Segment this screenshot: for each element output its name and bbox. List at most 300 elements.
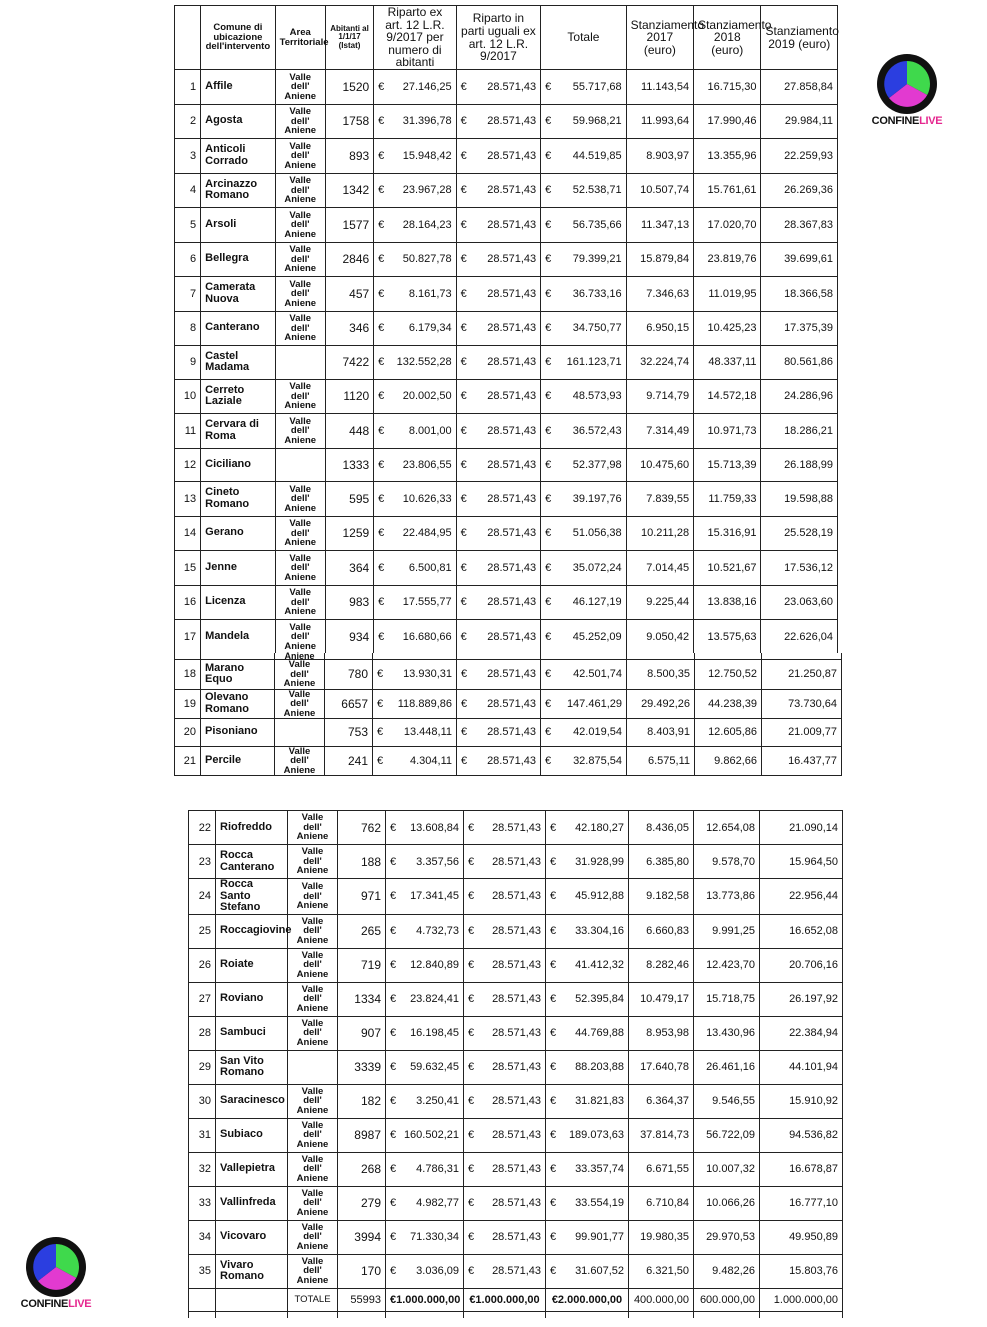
row-number: 30 <box>189 1084 216 1118</box>
stanziamento-2017: 9.225,44 <box>626 585 693 620</box>
riparto-abitanti-value: 23.824,41 <box>410 993 459 1006</box>
table-row <box>175 448 838 482</box>
riparto-uguali-value: 28.571,43 <box>487 184 537 197</box>
riparto-abitanti-value: 4.732,73 <box>416 925 459 938</box>
logo-wordmark <box>16 1298 96 1310</box>
euro-symbol: € <box>545 390 552 403</box>
cut-cell <box>760 1311 843 1318</box>
riparto-uguali <box>456 516 541 551</box>
area-territoriale: Valle dell' Aniene <box>275 620 325 655</box>
riparto-abitanti <box>374 585 456 620</box>
riparto-abitanti-value: 13.930,31 <box>403 668 452 681</box>
euro-symbol: € <box>460 80 467 93</box>
row-number: 19 <box>175 689 201 719</box>
riparto-uguali-value: 28.571,43 <box>487 356 537 369</box>
totale <box>541 660 627 690</box>
stanziamento-2019: 22.956,44 <box>760 879 843 915</box>
table-row <box>189 1084 843 1118</box>
euro-symbol: € <box>468 1265 475 1278</box>
abitanti-value: 3339 <box>338 1050 386 1084</box>
euro-symbol: € <box>545 726 552 739</box>
stanziamento-2017: 37.814,73 <box>629 1118 694 1152</box>
euro-symbol: € <box>390 1061 397 1074</box>
stanziamento-2019: 26.197,92 <box>760 982 843 1016</box>
euro-symbol: € <box>378 390 385 403</box>
comune-name: Marano Equo <box>201 660 275 690</box>
riparto-abitanti <box>373 660 457 690</box>
area-territoriale: Valle dell' Aniene <box>288 1152 338 1186</box>
riparto-uguali-value: 28.571,43 <box>487 492 537 505</box>
totale-value: 48.573,93 <box>572 390 622 403</box>
totale-value: 44.769,88 <box>575 1027 624 1040</box>
table-row <box>189 914 843 948</box>
euro-symbol: € <box>550 1095 557 1108</box>
riparto-uguali-value: 28.571,43 <box>492 1163 541 1176</box>
riparto-uguali <box>456 585 541 620</box>
totals-riparto_ug: €1.000.000,00 <box>464 1288 546 1311</box>
table-row <box>175 104 838 139</box>
stanziamento-2019: 16.437,77 <box>762 746 842 776</box>
header-number <box>175 6 201 70</box>
totale-value: 33.357,74 <box>575 1163 624 1176</box>
euro-symbol: € <box>468 1163 475 1176</box>
riparto-abitanti-value: 50.827,78 <box>402 253 452 266</box>
totale-value: 52.395,84 <box>575 993 624 1006</box>
logo-text-live: LIVE <box>68 1298 92 1310</box>
totale-value: 88.203,88 <box>575 1061 624 1074</box>
totale <box>546 845 629 879</box>
euro-symbol: € <box>550 1027 557 1040</box>
area-territoriale: Valle dell' Aniene <box>275 70 325 105</box>
euro-symbol: € <box>545 697 552 710</box>
stanziamento-2017: 32.224,74 <box>626 346 693 380</box>
euro-symbol: € <box>545 561 552 574</box>
stanziamento-2017: 29.492,26 <box>627 689 695 719</box>
riparto-uguali <box>457 660 541 690</box>
stanziamento-2017: 8.953,98 <box>629 1016 694 1050</box>
stanziamento-2019: 25.528,19 <box>761 516 838 551</box>
totale <box>546 914 629 948</box>
stanziamento-2019: 21.009,77 <box>762 719 842 747</box>
stanziamento-2018: 16.715,30 <box>694 70 761 105</box>
euro-symbol: € <box>468 959 475 972</box>
totale-value: 189.073,63 <box>568 1129 624 1142</box>
table-header-row <box>175 6 838 70</box>
stanziamento-2018: 10.425,23 <box>694 311 761 346</box>
euro-symbol: € <box>378 80 385 93</box>
stanziamento-2017: 8.436,05 <box>629 811 694 845</box>
riparto-uguali <box>456 139 541 174</box>
row-number: 33 <box>189 1186 216 1220</box>
euro-symbol: € <box>545 630 552 643</box>
euro-symbol: € <box>468 925 475 938</box>
euro-symbol: € <box>460 492 467 505</box>
riparto-uguali <box>464 914 546 948</box>
stanziamento-2019: 21.090,14 <box>760 811 843 845</box>
comune-name: Cineto Romano <box>201 482 275 517</box>
comune-name: Roviano <box>216 982 288 1016</box>
table-row <box>189 1118 843 1152</box>
riparto-abitanti <box>386 1016 464 1050</box>
row-number: 7 <box>175 277 201 312</box>
comune-name: Vivaro Romano <box>216 1254 288 1288</box>
stanziamento-2019: 20.706,16 <box>760 948 843 982</box>
stanziamento-2019: 16.652,08 <box>760 914 843 948</box>
euro-symbol: € <box>550 1163 557 1176</box>
riparto-abitanti-value: 8.161,73 <box>408 287 452 300</box>
riparto-uguali-value: 28.571,43 <box>487 596 537 609</box>
row-number: 9 <box>175 346 201 380</box>
stanziamento-2018: 13.430,96 <box>694 1016 760 1050</box>
euro-symbol: € <box>461 754 468 767</box>
riparto-uguali-value: 28.571,43 <box>487 253 537 266</box>
totale <box>541 346 627 380</box>
area-territoriale: Valle dell' Aniene <box>288 879 338 915</box>
area-territoriale: Valle dell' Aniene <box>275 277 325 312</box>
totale-value: 161.123,71 <box>566 356 622 369</box>
euro-symbol: € <box>550 925 557 938</box>
riparto-uguali <box>456 173 541 208</box>
totals-abitanti: 55993 <box>338 1288 386 1311</box>
area-territoriale: Valle dell' Aniene <box>288 1220 338 1254</box>
table-row <box>175 516 838 551</box>
row-number: 15 <box>175 551 201 586</box>
riparto-uguali <box>457 746 541 776</box>
riparto-abitanti-value: 4.304,11 <box>409 754 452 767</box>
euro-symbol: € <box>468 1197 475 1210</box>
row-number: 28 <box>189 1016 216 1050</box>
comune-name: Agosta <box>201 104 275 139</box>
riparto-abitanti <box>374 448 456 482</box>
area-territoriale: Valle dell' Aniene <box>288 1186 338 1220</box>
comune-name: Percile <box>201 746 275 776</box>
table-row <box>189 1016 843 1050</box>
euro-symbol: € <box>545 596 552 609</box>
totale-value: 46.127,19 <box>572 596 622 609</box>
row-number: 10 <box>175 379 201 414</box>
area-territoriale: Valle dell' Aniene <box>288 1084 338 1118</box>
euro-symbol: € <box>468 993 475 1006</box>
riparto-abitanti-value: 3.036,09 <box>416 1265 459 1278</box>
totale <box>546 1186 629 1220</box>
stanziamento-2017: 6.950,15 <box>626 311 693 346</box>
riparto-abitanti-value: 59.632,45 <box>410 1061 459 1074</box>
totals-label: TOTALE <box>288 1288 338 1311</box>
riparto-abitanti <box>373 746 457 776</box>
comune-name: Anticoli Corrado <box>201 139 275 174</box>
stanziamento-2017: 9.050,42 <box>626 620 693 655</box>
stanziamento-2018: 9.546,55 <box>694 1084 760 1118</box>
table-row <box>175 208 838 243</box>
totale <box>541 242 627 277</box>
riparto-abitanti-value: 3.250,41 <box>416 1095 459 1108</box>
comune-name: Camerata Nuova <box>201 277 275 312</box>
euro-symbol: € <box>390 1163 397 1176</box>
euro-symbol: € <box>460 458 467 471</box>
totals-s2017: 400.000,00 <box>629 1288 694 1311</box>
stanziamento-2018: 11.019,95 <box>694 277 761 312</box>
abitanti-value: 719 <box>338 948 386 982</box>
euro-symbol: € <box>460 115 467 128</box>
euro-symbol: € <box>460 630 467 643</box>
riparto-abitanti <box>373 689 457 719</box>
riparto-abitanti <box>374 277 456 312</box>
stanziamento-2018: 10.066,26 <box>694 1186 760 1220</box>
abitanti-value: 1520 <box>325 70 373 105</box>
totale <box>541 173 627 208</box>
row-number: 14 <box>175 516 201 551</box>
totals-empty-2 <box>216 1288 288 1311</box>
euro-symbol: € <box>378 356 385 369</box>
stanziamento-2018: 15.761,61 <box>694 173 761 208</box>
riparto-uguali <box>456 208 541 243</box>
euro-symbol: € <box>378 287 385 300</box>
totale <box>541 311 627 346</box>
stanziamento-2018: 26.461,16 <box>694 1050 760 1084</box>
riparto-abitanti-value: 10.626,33 <box>402 492 452 505</box>
euro-symbol: € <box>390 821 397 834</box>
riparto-uguali <box>464 982 546 1016</box>
riparto-abitanti <box>386 914 464 948</box>
abitanti-value: 448 <box>325 414 373 449</box>
euro-symbol: € <box>468 1095 475 1108</box>
totale <box>541 208 627 243</box>
totale <box>541 551 627 586</box>
abitanti-value: 595 <box>325 482 373 517</box>
confinelive-logo-bottom <box>16 1236 96 1310</box>
euro-symbol: € <box>461 697 468 710</box>
table-row <box>189 982 843 1016</box>
riparto-uguali-value: 28.571,43 <box>487 115 537 128</box>
header-abitanti: Abitanti al 1/1/17 (Istat) <box>325 6 373 70</box>
table-row <box>189 1220 843 1254</box>
riparto-uguali <box>464 1254 546 1288</box>
area-territoriale: Valle dell' Aniene <box>275 173 325 208</box>
riparto-abitanti <box>386 1050 464 1084</box>
stanziamento-2018: 12.605,86 <box>695 719 762 747</box>
riparto-abitanti-value: 6.500,81 <box>408 561 452 574</box>
abitanti-value: 1259 <box>325 516 373 551</box>
riparto-abitanti <box>386 1254 464 1288</box>
riparto-abitanti-value: 6.179,34 <box>408 322 452 335</box>
stanziamento-2018: 12.423,70 <box>694 948 760 982</box>
euro-symbol: € <box>378 458 385 471</box>
riparto-uguali-value: 28.571,43 <box>487 726 536 739</box>
totale-value: 33.304,16 <box>575 925 624 938</box>
abitanti-value: 188 <box>338 845 386 879</box>
stanziamento-2017: 6.321,50 <box>629 1254 694 1288</box>
area-territoriale: Valle dell' Aniene <box>275 516 325 551</box>
comune-name: Sambuci <box>216 1016 288 1050</box>
totals-empty-1 <box>189 1288 216 1311</box>
abitanti-value: 1120 <box>325 379 373 414</box>
totals-s2019: 1.000.000,00 <box>760 1288 843 1311</box>
stanziamento-2018: 15.718,75 <box>694 982 760 1016</box>
euro-symbol: € <box>378 322 385 335</box>
totale-value: 35.072,24 <box>572 561 622 574</box>
stanziamento-2017: 10.479,17 <box>629 982 694 1016</box>
stanziamento-2019: 22.259,93 <box>761 139 838 174</box>
row-number: 12 <box>175 448 201 482</box>
euro-symbol: € <box>390 890 397 903</box>
riparto-abitanti <box>386 1186 464 1220</box>
stanziamento-2018: 13.838,16 <box>694 585 761 620</box>
stanziamento-2019: 39.699,61 <box>761 242 838 277</box>
area-territoriale: Valle dell' Aniene <box>275 379 325 414</box>
stanziamento-2019: 80.561,86 <box>761 346 838 380</box>
riparto-abitanti-value: 160.502,21 <box>403 1129 459 1142</box>
totale-value: 147.461,29 <box>566 697 622 710</box>
row-number: 35 <box>189 1254 216 1288</box>
abitanti-value: 753 <box>325 719 373 747</box>
stanziamento-2019: 94.536,82 <box>760 1118 843 1152</box>
riparto-uguali <box>456 277 541 312</box>
totale <box>546 811 629 845</box>
row-number: 16 <box>175 585 201 620</box>
totale <box>541 448 627 482</box>
riparto-uguali-value: 28.571,43 <box>492 1061 541 1074</box>
abitanti-value: 7422 <box>325 346 373 380</box>
abitanti-value: 6657 <box>325 689 373 719</box>
comune-name: Canterano <box>201 311 275 346</box>
table-row <box>175 689 842 719</box>
euro-symbol: € <box>378 184 385 197</box>
area-territoriale: Valle dell' Aniene <box>275 311 325 346</box>
table-row <box>175 660 842 690</box>
comune-name: Cervara di Roma <box>201 414 275 449</box>
stanziamento-2018: 15.713,39 <box>694 448 761 482</box>
euro-symbol: € <box>390 1095 397 1108</box>
area-territoriale: Valle dell' Aniene <box>275 208 325 243</box>
euro-symbol: € <box>390 925 397 938</box>
totals-totale: €2.000.000,00 <box>546 1288 629 1311</box>
euro-symbol: € <box>545 115 552 128</box>
table-row <box>189 811 843 845</box>
comune-name: Rocca Canterano <box>216 845 288 879</box>
cut-cell <box>386 1311 464 1318</box>
comune-name: Jenne <box>201 551 275 586</box>
table-row <box>175 346 838 380</box>
row-number: 29 <box>189 1050 216 1084</box>
row-number: 2 <box>175 104 201 139</box>
totale <box>541 689 627 719</box>
riparto-uguali-value: 28.571,43 <box>487 149 537 162</box>
abitanti-value: 279 <box>338 1186 386 1220</box>
totale-value: 31.607,52 <box>575 1265 624 1278</box>
totale-value: 34.750,77 <box>572 322 622 335</box>
euro-symbol: € <box>550 821 557 834</box>
totals-s2018: 600.000,00 <box>694 1288 760 1311</box>
header-riparto-uguali: Riparto in parti uguali ex art. 12 L.R. 9/2017 <box>456 6 541 70</box>
comune-name: Licenza <box>201 585 275 620</box>
totale-value: 79.399,21 <box>572 253 622 266</box>
area-territoriale: Valle dell' Aniene <box>288 914 338 948</box>
stanziamento-2017: 11.347,13 <box>626 208 693 243</box>
riparto-uguali <box>456 620 541 655</box>
stanziamento-2019: 15.964,50 <box>760 845 843 879</box>
euro-symbol: € <box>550 1129 557 1142</box>
stanziamento-2019: 49.950,89 <box>760 1220 843 1254</box>
riparto-uguali-value: 28.571,43 <box>492 1027 541 1040</box>
stanziamento-2019: 73.730,64 <box>762 689 842 719</box>
euro-symbol: € <box>460 356 467 369</box>
stanziamento-2018: 29.970,53 <box>694 1220 760 1254</box>
comune-name: Rocca Santo Stefano <box>216 879 288 915</box>
riparto-uguali <box>464 1220 546 1254</box>
allocation-table-part-2 <box>174 653 842 776</box>
row-number: 21 <box>175 746 201 776</box>
euro-symbol: € <box>545 492 552 505</box>
riparto-abitanti <box>386 1220 464 1254</box>
totale <box>546 879 629 915</box>
cut-row-area: Aniene <box>275 653 325 660</box>
euro-symbol: € <box>377 668 384 681</box>
riparto-uguali <box>456 311 541 346</box>
riparto-uguali-value: 28.571,43 <box>492 890 541 903</box>
totale <box>541 104 627 139</box>
header-stanziamento-2018: Stanziamento 2018 (euro) <box>694 6 761 70</box>
riparto-abitanti <box>386 1152 464 1186</box>
totale-value: 42.180,27 <box>575 821 624 834</box>
row-number: 23 <box>189 845 216 879</box>
row-number: 32 <box>189 1152 216 1186</box>
stanziamento-2017: 7.014,45 <box>626 551 693 586</box>
totale <box>541 516 627 551</box>
stanziamento-2017: 11.143,54 <box>626 70 693 105</box>
abitanti-value: 893 <box>325 139 373 174</box>
stanziamento-2017: 8.403,91 <box>627 719 695 747</box>
riparto-uguali-value: 28.571,43 <box>487 287 537 300</box>
riparto-uguali-value: 28.571,43 <box>492 1129 541 1142</box>
abitanti-value: 780 <box>325 660 373 690</box>
row-number: 5 <box>175 208 201 243</box>
comune-name: Ciciliano <box>201 448 275 482</box>
euro-symbol: € <box>550 993 557 1006</box>
table-row <box>175 482 838 517</box>
riparto-abitanti-value: 16.680,66 <box>402 630 452 643</box>
stanziamento-2018: 11.759,33 <box>694 482 761 517</box>
euro-symbol: € <box>460 149 467 162</box>
row-number: 13 <box>175 482 201 517</box>
table-row <box>189 879 843 915</box>
riparto-uguali <box>456 379 541 414</box>
totale <box>541 379 627 414</box>
totale-value: 41.412,32 <box>575 959 624 972</box>
stanziamento-2017: 17.640,78 <box>629 1050 694 1084</box>
totals-riparto_ab: €1.000.000,00 <box>386 1288 464 1311</box>
riparto-uguali-value: 28.571,43 <box>492 1197 541 1210</box>
totale-value: 42.501,74 <box>573 668 622 681</box>
euro-symbol: € <box>545 287 552 300</box>
euro-symbol: € <box>460 527 467 540</box>
totale <box>546 1050 629 1084</box>
comune-name: San Vito Romano <box>216 1050 288 1084</box>
riparto-uguali <box>464 948 546 982</box>
abitanti-value: 182 <box>338 1084 386 1118</box>
allocation-table-part-3 <box>188 810 843 1318</box>
euro-symbol: € <box>378 492 385 505</box>
abitanti-value: 268 <box>338 1152 386 1186</box>
totale <box>541 585 627 620</box>
stanziamento-2018: 10.521,67 <box>694 551 761 586</box>
euro-symbol: € <box>378 115 385 128</box>
riparto-abitanti <box>374 551 456 586</box>
row-number: 1 <box>175 70 201 105</box>
abitanti-value: 1334 <box>338 982 386 1016</box>
area-territoriale: Valle dell' Aniene <box>275 139 325 174</box>
totale-value: 56.735,66 <box>572 218 622 231</box>
riparto-uguali <box>464 879 546 915</box>
